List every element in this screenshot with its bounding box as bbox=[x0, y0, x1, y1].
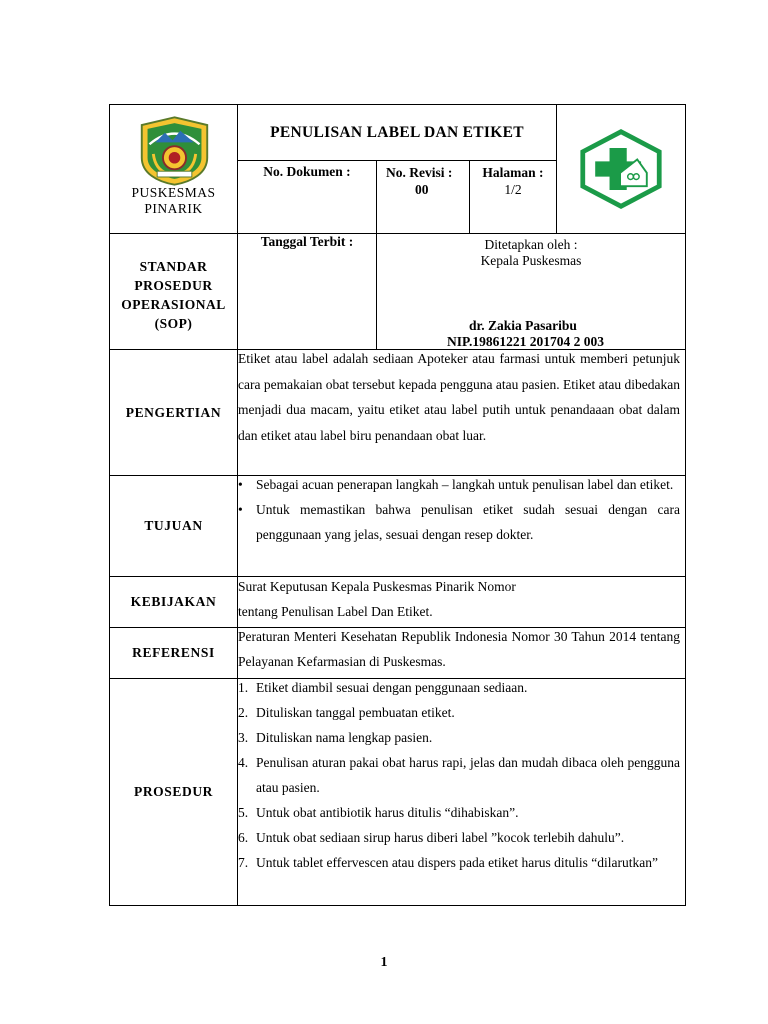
ditetapkan-label: Ditetapkan oleh : bbox=[484, 237, 578, 252]
no-dokumen-label: No. Dokumen : bbox=[263, 164, 351, 179]
kebijakan-label: KEBIJAKAN bbox=[130, 594, 217, 609]
tanggal-terbit-label: Tanggal Terbit : bbox=[260, 234, 354, 249]
list-item: 1. Etiket diambil sesuai dengan penggunaan sediaan. bbox=[238, 680, 528, 695]
list-item: • Untuk memastikan bahwa penulisan etiket sudah sesuai dengan cara penggunaan yang jelas, sesuai dengan resep dokter. bbox=[238, 497, 680, 547]
org-name: PUSKESMAS PINARIK bbox=[131, 185, 216, 216]
sop-label: STANDAR PROSEDUR OPERASIONAL (SOP) bbox=[121, 258, 226, 331]
jabatan-label: Kepala Puskesmas bbox=[480, 253, 582, 268]
list-item: 5. Untuk obat antibiotik harus ditulis “dihabiskan”. bbox=[238, 805, 519, 820]
list-item: • Sebagai acuan penerapan langkah – langkah untuk penulisan label dan etiket. bbox=[238, 472, 680, 497]
list-item: 6. Untuk obat sediaan sirup harus diberi label ”kocok terlebih dahulu”. bbox=[238, 830, 625, 845]
no-revisi-value: 00 bbox=[415, 182, 429, 197]
tujuan-list bbox=[238, 472, 680, 547]
halaman-cell bbox=[470, 164, 556, 198]
title-row-divider bbox=[237, 160, 557, 161]
puskesmas-cross-hexagon-icon bbox=[578, 128, 664, 210]
kebijakan-text bbox=[238, 574, 680, 624]
pengertian-text: Etiket atau label adalah sediaan Apoteker atau farmasi untuk memberi petunjuk cara pemakaian obat tersebut kepada pengguna atau pasien. Etiket atau dibedakan menjadi dua macam, yaitu etiket atau label putih untuk penandaaan obat dalam dan etiket atau label biru penandaan obat luar. bbox=[238, 351, 680, 443]
referensi-label: REFERENSI bbox=[132, 645, 215, 660]
health-logo-block bbox=[557, 105, 685, 233]
list-item: 2. Dituliskan tanggal pembuatan etiket. bbox=[238, 705, 455, 720]
bullet-icon: • bbox=[238, 502, 243, 517]
tujuan-label: TUJUAN bbox=[144, 518, 203, 533]
table-border-right bbox=[685, 104, 686, 906]
regional-emblem-icon bbox=[136, 115, 213, 187]
signatory-nip: NIP.19861221 201704 2 003 bbox=[447, 334, 605, 349]
no-revisi-label: No. Revisi : bbox=[386, 165, 453, 180]
signatory-name: dr. Zakia Pasaribu bbox=[469, 318, 577, 333]
pengertian-label: PENGERTIAN bbox=[125, 404, 222, 420]
prosedur-label: PROSEDUR bbox=[133, 784, 214, 799]
table-border-bottom bbox=[109, 905, 686, 906]
prosedur-list bbox=[238, 675, 680, 875]
referensi-text: Peraturan Menteri Kesehatan Republik Indonesia Nomor 30 Tahun 2014 tentang Pelayanan Kefarmasian di Puskesmas. bbox=[238, 629, 680, 669]
no-revisi-cell bbox=[377, 164, 469, 198]
halaman-label: Halaman : bbox=[482, 165, 544, 180]
list-item: 4. Penulisan aturan pakai obat harus rapi, jelas dan mudah dibaca oleh pengguna atau pasien. bbox=[238, 755, 680, 795]
approval-block bbox=[377, 234, 685, 349]
list-item: 3. Dituliskan nama lengkap pasien. bbox=[238, 730, 433, 745]
kebijakan-line-1: Surat Keputusan Kepala Puskesmas Pinarik Nomor bbox=[238, 579, 516, 594]
page-number: 1 bbox=[380, 955, 388, 970]
halaman-value: 1/2 bbox=[504, 182, 522, 197]
bullet-icon: • bbox=[238, 477, 243, 492]
document-title: PENULISAN LABEL DAN ETIKET bbox=[270, 123, 524, 141]
kebijakan-line-2: tentang Penulisan Label Dan Etiket. bbox=[238, 604, 433, 619]
org-block bbox=[110, 105, 237, 233]
list-item: 7. Untuk tablet effervescen atau dispers pada etiket harus ditulis “dilarutkan” bbox=[238, 855, 658, 870]
